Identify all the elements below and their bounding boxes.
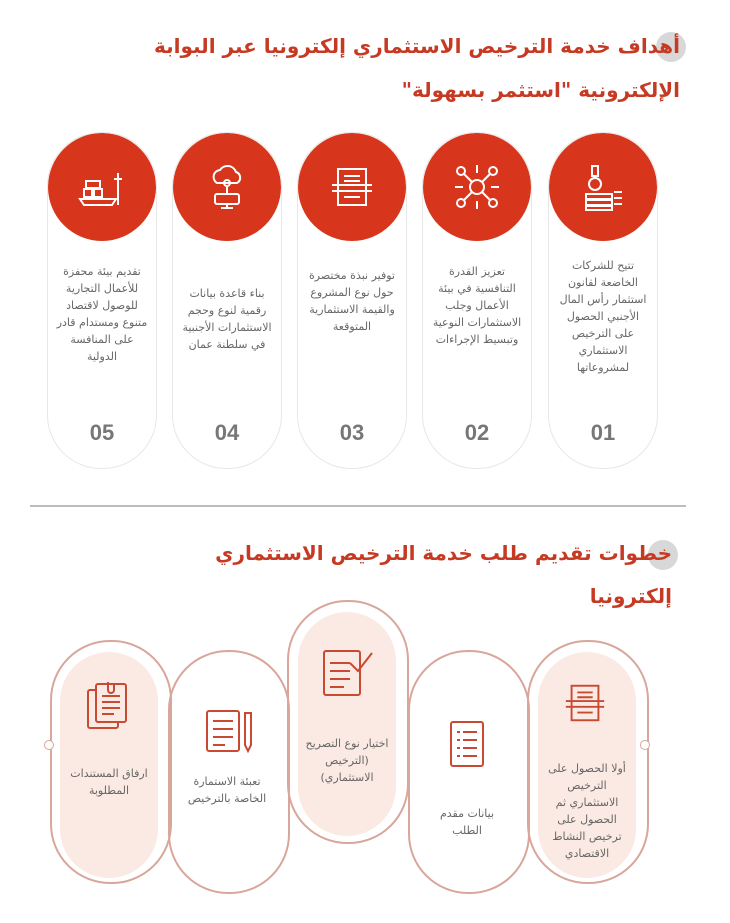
goal-card-text: تقديم بيئة محفزة للأعمال التجارية للوصول لاقتصاد متنوع ومستدام قادر على المنافسة الدولية (56, 265, 148, 363)
goal-card-04 (172, 132, 282, 469)
attached-documents-icon (82, 680, 134, 736)
step-4-outline (168, 650, 290, 894)
step-text: أولا الحصول على الترخيص الاستثماري ثم الحصول على ترخيص النشاط الاقتصادي (548, 762, 626, 860)
checklist-icon (320, 645, 376, 705)
step-text: بيانات مقدم الطلب (439, 807, 495, 837)
coins-factory-icon (549, 133, 657, 241)
goal-card-03 (297, 132, 407, 469)
goal-card-number: 03 (339, 420, 365, 445)
goal-card-text: تتيح للشركات الخاضعة لقانون استثمار رأس المال الأجنبي الحصول على الترخيص الاستثماري لمشروعاتها (559, 259, 647, 374)
goal-card-05 (47, 132, 157, 469)
document-scroll-icon (562, 680, 608, 730)
document-scroll-icon (298, 133, 406, 241)
goal-card-text: تعزيز القدرة التنافسية في بيئة الأعمال وجلب الاستثمارات النوعية وتبسيط الإجراءات (432, 265, 522, 346)
goal-card-number: 05 (89, 420, 115, 445)
step-text: تعبئة الاستمارة الخاصة بالترخيص (187, 775, 267, 805)
goal-card-02 (422, 132, 532, 469)
goal-card-text: بناء قاعدة بيانات رقمية لنوع وحجم الاستثمارات الأجنبية في سلطنة عمان (182, 287, 272, 351)
form-pencil-icon (203, 705, 255, 761)
connector-dot (44, 740, 54, 750)
goal-card-number: 04 (214, 420, 240, 445)
goal-card-text: توفير نبذة مختصرة حول نوع المشروع والقيمة الاستثمارية المتوقعة (309, 269, 395, 333)
section1-title-line2: الإلكترونية "استثمر بسهولة" (401, 78, 680, 102)
goal-card-number: 02 (464, 420, 490, 445)
goal-card-01 (548, 132, 658, 469)
step-text: اختيار نوع التصريح (الترخيص الاستثماري) (305, 737, 389, 784)
section2-title-line1: خطوات تقديم طلب خدمة الترخيص الاستثماري (215, 541, 672, 565)
step-text: ارفاق المستندات المطلوبة (70, 767, 148, 797)
cloud-database-icon (173, 133, 281, 241)
connector-dot (640, 740, 650, 750)
network-people-icon (423, 133, 531, 241)
section2-title-line2: إلكترونيا (589, 584, 672, 608)
ship-port-icon (48, 133, 156, 241)
form-list-icon (447, 718, 487, 774)
section1-title-line1: أهداف خدمة الترخيص الاستثماري إلكترونيا عبر البوابة (153, 34, 680, 58)
section-divider (30, 505, 686, 507)
goal-card-number: 01 (590, 420, 616, 445)
